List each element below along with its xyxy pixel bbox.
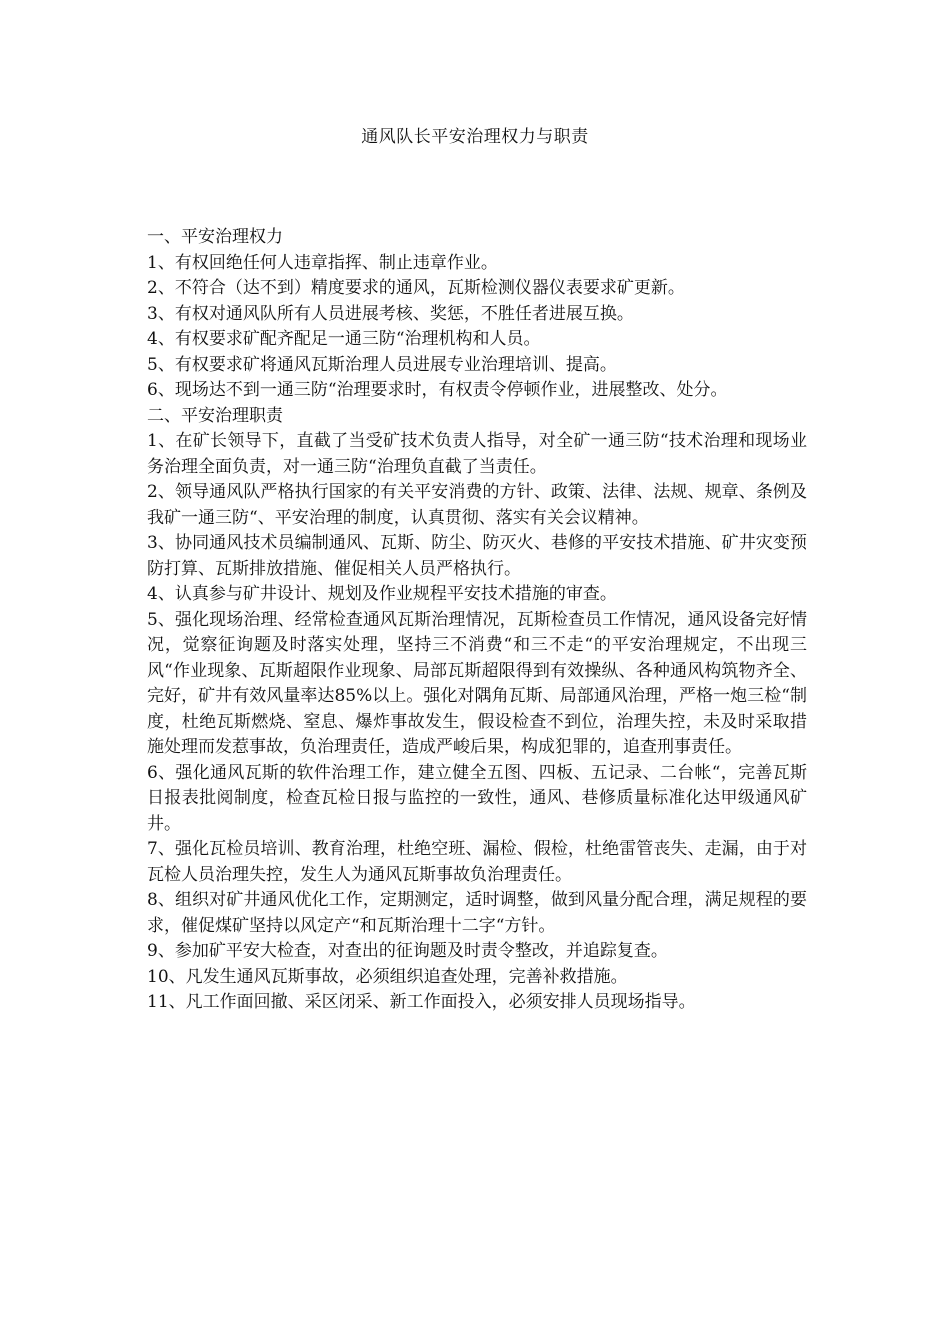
list-item: 7、强化瓦检员培训、教育治理，杜绝空班、漏检、假检，杜绝雷管丧失、走漏，由于对瓦检人员治理失控，发生人为通风瓦斯事故负治理责任。: [147, 839, 807, 885]
section-heading: 一、平安治理权力: [147, 227, 283, 247]
list-item: 8、组织对矿井通风优化工作，定期测定，适时调整，做到风量分配合理，满足规程的要求，催促煤矿坚持以风定产“和瓦斯治理十二字“方针。: [147, 890, 807, 936]
list-item: 5、强化现场治理、经常检查通风瓦斯治理情况，瓦斯检查员工作情况，通风设备完好情况，觉察征询题及时落实处理，坚持三不消费“和三不走“的平安治理规定，不出现三风“作业现象、瓦斯超限作业现象、局部瓦斯超限得到有效操纵、各种通风构筑物齐全、完好，矿井有效风量率达85%以上。强化对隅角瓦斯、局部通风治理，严格一炮三检“制度，杜绝瓦斯燃烧、窒息、爆炸事故发生，假设检查不到位，治理失控，未及时采取措施处理而发惹事故，负治理责任，造成严峻后果，构成犯罪的，追查刑事责任。: [147, 609, 807, 757]
list-item: 3、有权对通风队所有人员进展考核、奖惩，不胜任者进展互换。: [147, 303, 634, 324]
list-item: 4、认真参与矿井设计、规划及作业规程平安技术措施的审查。: [147, 584, 617, 604]
list-item: 3、协同通风技术员编制通风、瓦斯、防尘、防灭火、巷修的平安技术措施、矿井灾变预防打算、瓦斯排放措施、催促相关人员严格执行。: [147, 533, 807, 579]
document-body: [147, 225, 807, 1016]
list-item: 9、参加矿平安大检查，对查出的征询题及时责令整改，并追踪复查。: [147, 941, 668, 961]
list-item: 11、凡工作面回撤、采区闭采、新工作面投入，必须安排人员现场指导。: [147, 992, 696, 1012]
list-item: 1、在矿长领导下，直截了当受矿技术负责人指导，对全矿一通三防“技术治理和现场业务治理全面负责，对一通三防“治理负直截了当责任。: [147, 431, 807, 477]
page-title: 通风队长平安治理权力与职责: [361, 127, 589, 147]
list-item: 5、有权要求矿将通风瓦斯治理人员进展专业治理培训、提高。: [147, 354, 617, 375]
list-item: 1、有权回绝任何人违章指挥、制止违章作业。: [147, 252, 498, 273]
list-item: 2、不符合（达不到）精度要求的通风，瓦斯检测仪器仪表要求矿更新。: [147, 278, 685, 298]
section-heading: 二、平安治理职责: [147, 405, 283, 426]
list-item: 10、凡发生通风瓦斯事故，必须组织追查处理，完善补救措施。: [147, 966, 628, 987]
list-item: 2、领导通风队严格执行国家的有关平安消费的方针、政策、法律、法规、规章、条例及我矿一通三防“、平安治理的制度，认真贯彻、落实有关会议精神。: [147, 482, 807, 528]
list-item: 4、有权要求矿配齐配足一通三防“治理机构和人员。: [147, 329, 541, 349]
list-item: 6、强化通风瓦斯的软件治理工作，建立健全五图、四板、五记录、二台帐“，完善瓦斯日报表批阅制度，检查瓦检日报与监控的一致性，通风、巷修质量标准化达甲级通风矿井。: [147, 762, 807, 834]
list-item: 6、现场达不到一通三防“治理要求时，有权责令停顿作业，进展整改、处分。: [147, 380, 728, 400]
